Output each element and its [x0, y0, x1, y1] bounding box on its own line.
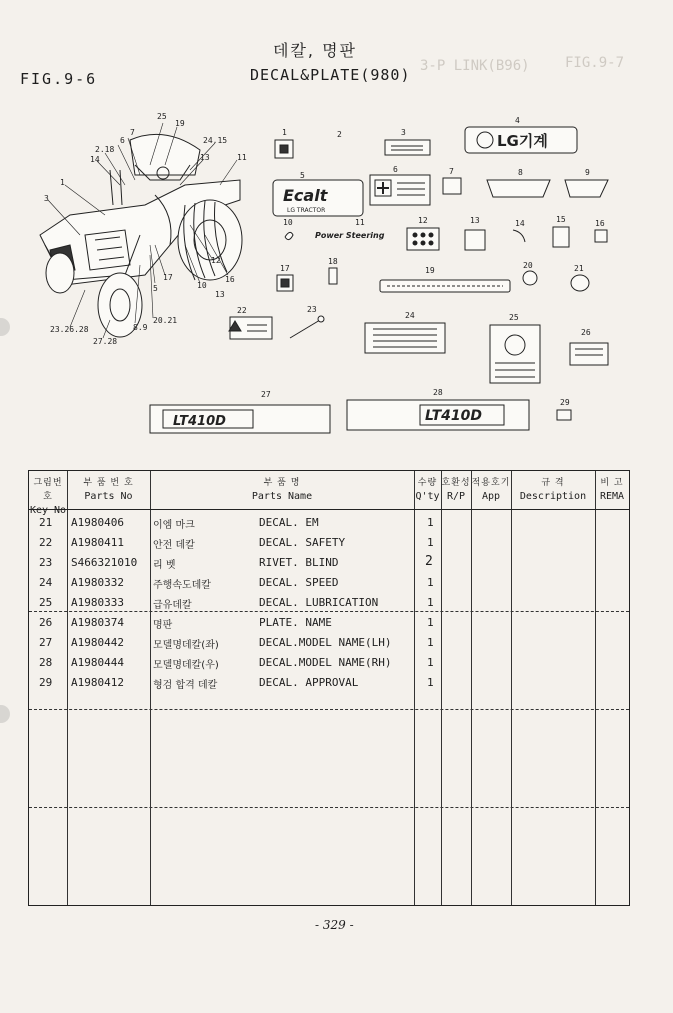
- bleed-through-text: 3-P LINK(B96): [420, 58, 530, 74]
- decal-21: [571, 275, 589, 291]
- callout-3: 3: [44, 194, 49, 203]
- part-label-6: 6: [393, 165, 398, 174]
- table-row: 25 A1980333 급유데칼 DECAL. LUBRICATION 1: [39, 596, 434, 611]
- callout-23-26-28: 23.26.28: [50, 325, 89, 334]
- bleed-through-text: FIG.9-7: [565, 55, 625, 71]
- part-label-26: 26: [581, 328, 591, 337]
- decal-29: [557, 410, 571, 420]
- decal-15: [553, 227, 569, 247]
- table-row: 22 A1980411 안전 데칼 DECAL. SAFETY 1: [39, 536, 434, 551]
- part-label-12: 12: [418, 216, 428, 225]
- part-label-22: 22: [237, 306, 247, 315]
- decal-8: [487, 180, 550, 197]
- callout-2-18: 2.18: [95, 145, 115, 154]
- decal-23-rivet: [290, 320, 320, 338]
- header-app: 적용호기 App: [471, 478, 511, 502]
- part-label-19: 19: [425, 266, 435, 275]
- part-label-18: 18: [328, 257, 338, 266]
- decal-9: [565, 180, 608, 197]
- exploded-diagram: [25, 105, 635, 450]
- part-label-16: 16: [595, 219, 605, 228]
- header-key-no: 그림번호 Key No: [29, 478, 67, 516]
- callout-7: 7: [130, 128, 135, 137]
- header-parts-no: 부 품 번 호 Parts No: [83, 478, 134, 502]
- part-label-15: 15: [556, 215, 566, 224]
- callout-13b: 13: [215, 290, 225, 299]
- decal-3: [385, 140, 430, 155]
- lg-brand-text: LG기계: [497, 132, 548, 150]
- callout-1: 1: [60, 178, 65, 187]
- decal-12: [407, 228, 439, 250]
- part-label-24: 24: [405, 311, 415, 320]
- part-label-9: 9: [585, 168, 590, 177]
- power-steering-text: Power Steering: [315, 231, 385, 240]
- part-label-1: 1: [282, 128, 287, 137]
- decal-25: [490, 325, 540, 383]
- part-label-4: 4: [515, 116, 520, 125]
- callout-10: 10: [197, 281, 207, 290]
- model-name-28: LT410D: [425, 408, 482, 424]
- part-label-29: 29: [560, 398, 570, 407]
- table-row: 26 A1980374 명판 PLATE. NAME 1: [39, 616, 434, 631]
- table-row: 29 A1980412 형검 합격 데칼 DECAL. APPROVAL 1: [39, 676, 434, 691]
- page-title-korean: 데칼, 명판: [273, 41, 357, 60]
- decal-13: [465, 230, 485, 250]
- parts-table: [28, 470, 630, 906]
- decal-10: [285, 232, 293, 239]
- callout-14: 14: [90, 155, 100, 164]
- table-row: 23 S466321010 리 벳 RIVET. BLIND 2: [39, 554, 433, 571]
- part-label-7: 7: [449, 167, 454, 176]
- decal-parts: [150, 127, 608, 433]
- header-description: 규 격 Description: [519, 478, 587, 502]
- callout-16: 16: [225, 275, 235, 284]
- callout-6: 6: [120, 136, 125, 145]
- decal-14: [513, 230, 525, 242]
- table-row: 21 A1980406 이엠 마크 DECAL. EM 1: [39, 516, 434, 531]
- part-label-3: 3: [401, 128, 406, 137]
- callout-17: 17: [163, 273, 173, 282]
- part-label-5: 5: [300, 171, 305, 180]
- punch-hole: [0, 705, 10, 723]
- part-label-27: 27: [261, 390, 271, 399]
- callout-12: 12: [211, 256, 221, 265]
- decal-26: [570, 343, 608, 365]
- ecalt-sub-text: LG TRACTOR: [287, 207, 326, 214]
- callout-5: 5: [153, 284, 158, 293]
- punch-hole: [0, 318, 10, 336]
- part-label-14: 14: [515, 219, 525, 228]
- callout-11: 11: [237, 153, 247, 162]
- part-label-10: 10: [283, 218, 293, 227]
- callout-20-21: 20.21: [153, 316, 178, 325]
- table-row: 24 A1980332 주행속도데칼 DECAL. SPEED 1: [39, 576, 434, 591]
- page-number: - 329 -: [315, 918, 354, 932]
- callout-25: 25: [157, 112, 167, 121]
- tractor-illustration: [40, 134, 242, 337]
- part-label-28: 28: [433, 388, 443, 397]
- part-label-8: 8: [518, 168, 523, 177]
- part-label-17: 17: [280, 264, 290, 273]
- callout-19: 19: [175, 119, 185, 128]
- page-title-english: DECAL&PLATE(980): [250, 66, 411, 84]
- decal-16: [595, 230, 607, 242]
- ecalt-brand-text: Ecalt: [283, 186, 328, 205]
- model-name-27: LT410D: [173, 414, 226, 429]
- header-rema: 비 고 REMA: [599, 478, 625, 502]
- header-qty: 수량 Q'ty: [415, 478, 440, 502]
- part-label-21: 21: [574, 264, 584, 273]
- part-label-11: 11: [355, 218, 365, 227]
- decal-20: [523, 271, 537, 285]
- part-label-23: 23: [307, 305, 317, 314]
- part-label-20: 20: [523, 261, 533, 270]
- figure-label: FIG.9-6: [20, 70, 98, 88]
- decal-18: [329, 268, 337, 284]
- table-row: 27 A1980442 모델명데칼(좌) DECAL.MODEL NAME(LH) 1: [39, 636, 434, 651]
- decal-24: [365, 323, 445, 353]
- header-rp: 호환성 R/P: [441, 478, 471, 502]
- callout-27-28: 27.28: [93, 337, 118, 346]
- table-row: 28 A1980444 모델명데칼(우) DECAL.MODEL NAME(RH) 1: [39, 656, 434, 671]
- part-label-25: 25: [509, 313, 519, 322]
- decal-7: [443, 178, 461, 194]
- callout-13: 13: [200, 153, 210, 162]
- callout-8-9: 8.9: [133, 323, 148, 332]
- part-label-2: 2: [337, 130, 342, 139]
- callout-24-15: 24.15: [203, 136, 228, 145]
- part-label-13: 13: [470, 216, 480, 225]
- header-parts-name: 부 품 명 Parts Name: [251, 478, 313, 502]
